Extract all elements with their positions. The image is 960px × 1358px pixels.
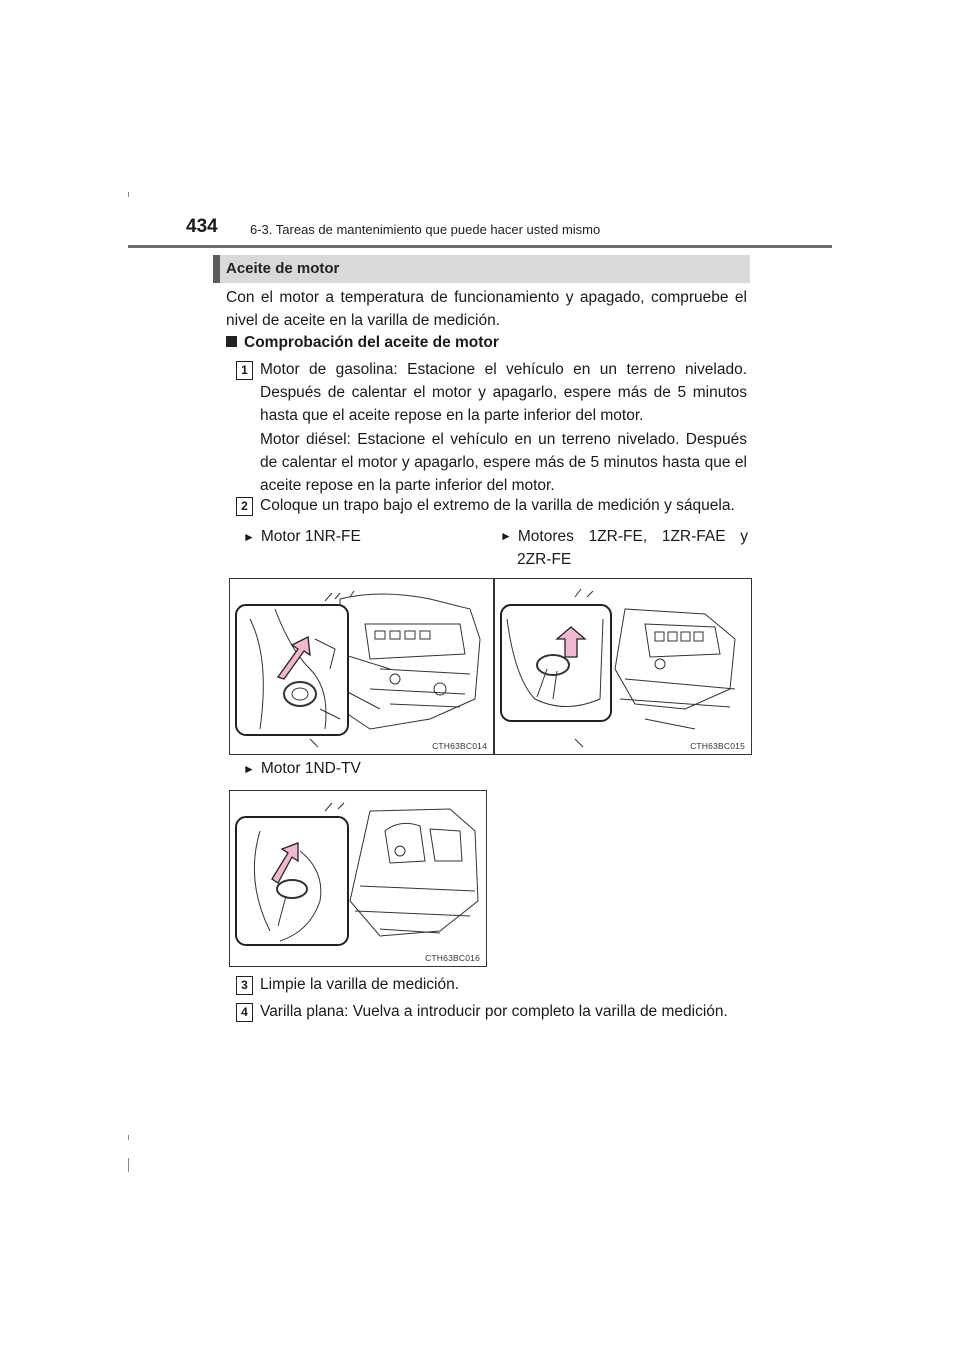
section-accent (213, 255, 220, 283)
step-1-text-a: Motor de gasolina: Estacione el vehículo en un terreno nivelado. Después de calentar el motor y apagarlo, espere más de 5 minutos hasta que el aceite repose en la parte inferior del motor. (260, 361, 747, 424)
figure-code: CTH63BC014 (432, 741, 487, 751)
step-badge-2: 2 (236, 497, 253, 516)
figure-code: CTH63BC015 (690, 741, 745, 751)
figure-label-1nd (243, 757, 361, 781)
engine-illustration (230, 791, 486, 966)
triangle-right-icon: ► (243, 762, 255, 776)
engine-illustration (230, 579, 493, 754)
triangle-right-icon: ► (243, 530, 255, 544)
intro-paragraph: Con el motor a temperatura de funcionamiento y apagado, compruebe el nivel de aceite en la varilla de medición. (226, 289, 747, 329)
step-badge-3: 3 (236, 976, 253, 995)
figure-engine-1zr (494, 578, 752, 755)
step-4-text: Varilla plana: Vuelva a introducir por completo la varilla de medición. (260, 1003, 728, 1020)
margin-bar (128, 1158, 129, 1172)
engine-illustration (495, 579, 751, 754)
section-title: Aceite de motor (226, 260, 340, 277)
figure-engine-1nr (229, 578, 494, 755)
step-2-text: Coloque un trapo bajo el extremo de la varilla de medición y sáquela. (260, 497, 735, 514)
header-divider (128, 245, 832, 248)
figure-label-1nr (243, 525, 361, 549)
section-title-bar (213, 255, 750, 283)
triangle-right-icon: ► (500, 529, 512, 543)
margin-tick (128, 1135, 129, 1140)
figure-engine-1nd (229, 790, 487, 967)
subheading-text: Comprobación del aceite de motor (244, 334, 499, 351)
figure-label-text: Motor 1NR-FE (260, 528, 361, 545)
step-1-text-b: Motor diésel: Estacione el vehículo en un terreno nivelado. Después de calentar el motor y apagarlo, espere más de 5 minutos hasta que el aceite repose en la parte inferior del motor. (260, 431, 747, 494)
figure-label-text: Motor 1ND-TV (260, 760, 361, 777)
subheading (226, 334, 499, 352)
figure-label-text: Motores 1ZR-FE, 1ZR-FAE y (517, 528, 748, 545)
figure-label-1zr (500, 525, 748, 571)
page-number: 434 (186, 216, 218, 237)
step-badge-1: 1 (236, 361, 253, 380)
step-3-text: Limpie la varilla de medición. (260, 976, 460, 993)
black-square-icon (226, 336, 237, 347)
step-badge-4: 4 (236, 1003, 253, 1022)
figure-code: CTH63BC016 (425, 953, 480, 963)
running-header: 6-3. Tareas de mantenimiento que puede hacer usted mismo (250, 222, 601, 237)
margin-tick (128, 192, 129, 197)
figure-label-text-line2: 2ZR-FE (517, 551, 572, 568)
